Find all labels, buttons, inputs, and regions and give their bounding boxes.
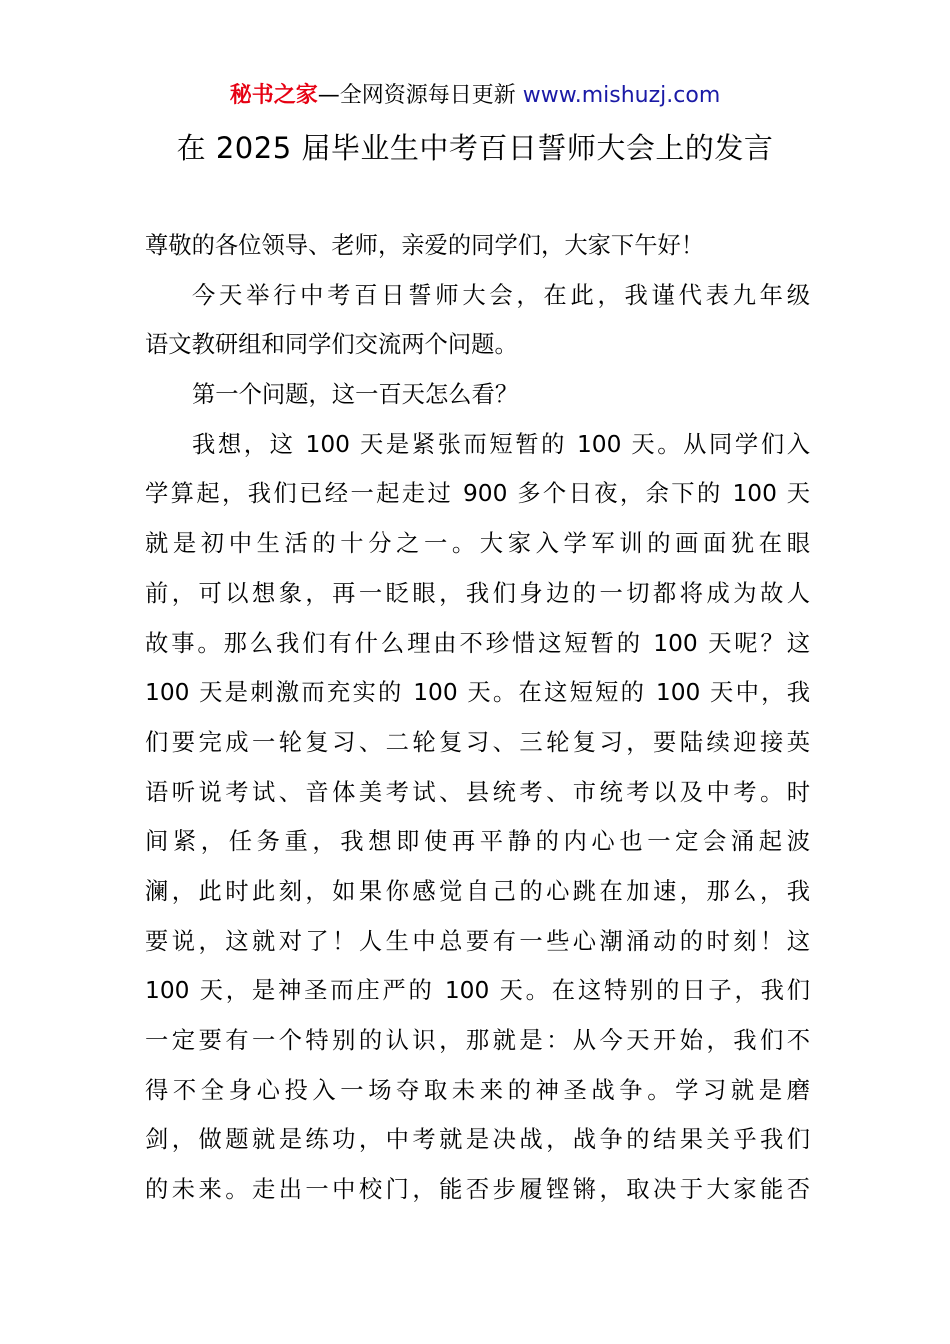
section-heading: 第一个问题，这一百天怎么看？: [192, 381, 519, 409]
site-tagline: —全网资源每日更新: [317, 83, 523, 108]
paragraph-line: 今天举行中考百日誓师大会，在此，我谨代表九年级: [192, 281, 810, 309]
paragraph-line: 间紧，任务重，我想即使再平静的内心也一定会涌起波: [145, 828, 810, 856]
paragraph-line: 就是初中生活的十分之一。大家入学军训的画面犹在眼: [145, 530, 810, 558]
paragraph-line: 们要完成一轮复习、二轮复习、三轮复习，要陆续迎接英: [145, 728, 810, 756]
paragraph-line: 学算起，我们已经一起走过 900 多个日夜，余下的 100 天: [145, 480, 810, 508]
page-title: 在 2025 届毕业生中考百日誓师大会上的发言: [176, 131, 774, 165]
paragraph-line: 前，可以想象，再一眨眼，我们身边的一切都将成为故人: [145, 579, 810, 607]
paragraph-line: 100 天，是神圣而庄严的 100 天。在这特别的日子，我们: [145, 977, 810, 1005]
site-header: [0, 80, 950, 112]
speech-body: [145, 221, 810, 1215]
salutation-line: 尊敬的各位领导、老师，亲爱的同学们，大家下午好！: [145, 232, 705, 259]
paragraph-line: 100 天是刺激而充实的 100 天。在这短短的 100 天中，我: [145, 679, 810, 707]
site-url-link[interactable]: www.mishuzj.com: [522, 83, 721, 108]
paragraph-line: 一定要有一个特别的认识，那就是：从今天开始，我们不: [145, 1027, 810, 1054]
paragraph-line: 要说，这就对了！人生中总要有一些心潮涌动的时刻！这: [145, 927, 810, 955]
paragraph-line: 的未来。走出一中校门，能否步履铿锵，取决于大家能否: [145, 1176, 810, 1204]
paragraph-line: 语听说考试、音体美考试、县统考、市统考以及中考。时: [145, 778, 810, 806]
paragraph-line: 得不全身心投入一场夺取未来的神圣战争。学习就是磨: [145, 1076, 810, 1104]
paragraph-line: 我想，这 100 天是紧张而短暂的 100 天。从同学们入: [192, 430, 810, 458]
paragraph-line: 澜，此时此刻，如果你感觉自己的心跳在加速，那么，我: [145, 877, 810, 905]
paragraph-line: 故事。那么我们有什么理由不珍惜这短暂的 100 天呢？这: [145, 629, 810, 657]
brand-name: 秘书之家: [229, 83, 318, 108]
paragraph-line: 语文教研组和同学们交流两个问题。: [145, 331, 518, 359]
paragraph-line: 剑，做题就是练功，中考就是决战，战争的结果关乎我们: [145, 1126, 810, 1154]
